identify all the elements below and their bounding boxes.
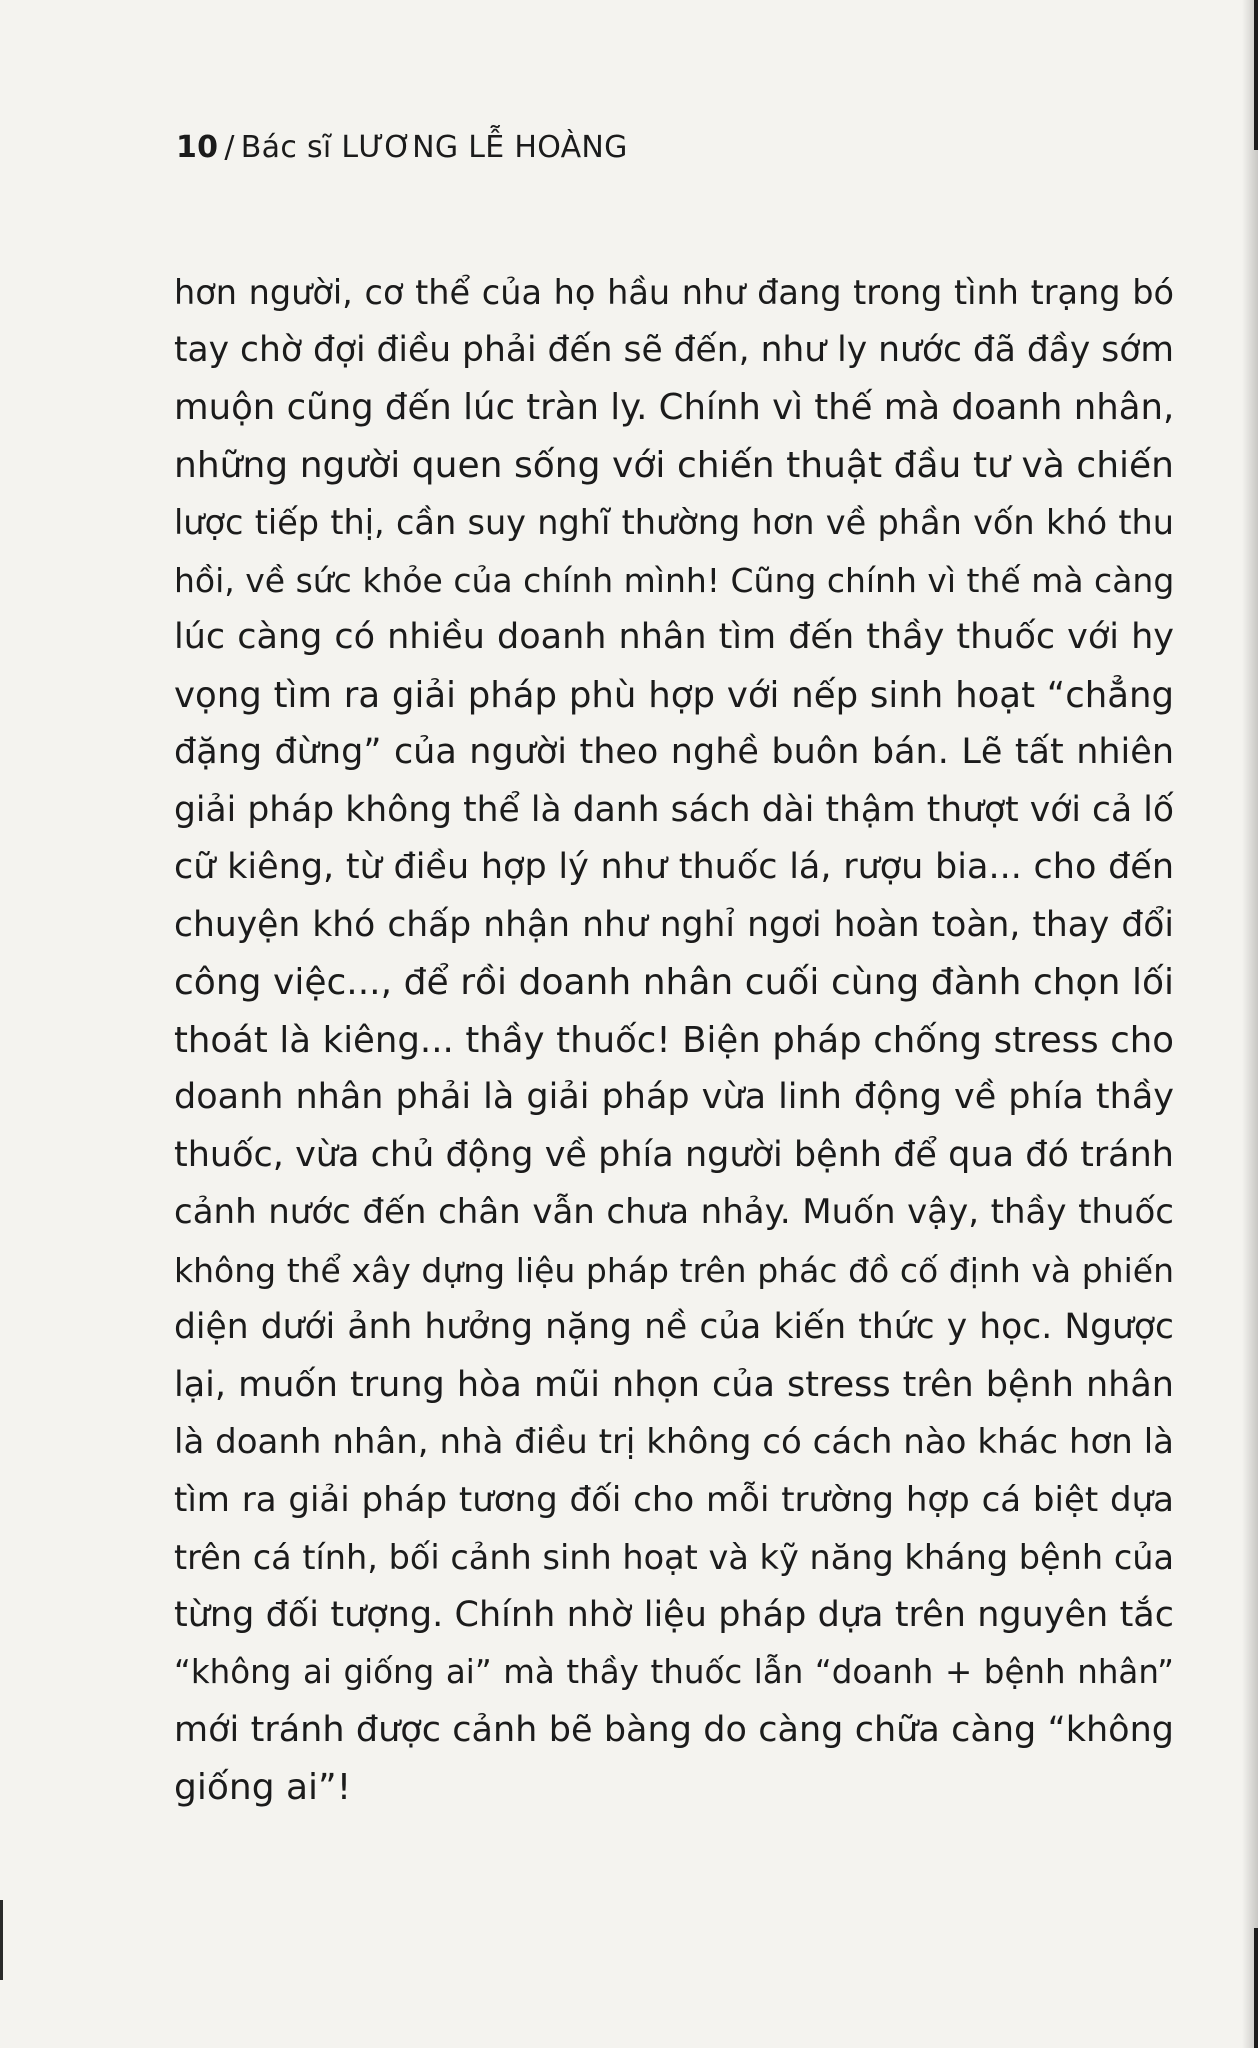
text-line: lược tiếp thị, cần suy nghĩ thường hơn về phần vốn khó thu [174, 503, 1174, 542]
text-line: lại, muốn trung hòa mũi nhọn của stress trên bệnh nhân [174, 1364, 1174, 1405]
text-line: hồi, về sức khỏe của chính mình! Cũng chính vì thế mà càng [174, 560, 1175, 600]
text-line: chuyện khó chấp nhận như nghỉ ngơi hoàn toàn, thay đổi [174, 904, 1174, 945]
text-line: những người quen sống với chiến thuật đầu tư và chiến [174, 444, 1174, 486]
page-edge-mark-top [1254, 0, 1258, 150]
running-head [176, 130, 628, 165]
text-line: thoát là kiêng... thầy thuốc! Biện pháp chống stress cho [174, 1019, 1174, 1061]
text-line: mới tránh được cảnh bẽ bàng do càng chữa càng “không [174, 1709, 1174, 1750]
text-line: muộn cũng đến lúc tràn ly. Chính vì thế mà doanh nhân, [174, 387, 1175, 428]
page-edge-shadow [1242, 0, 1258, 2048]
text-line: là doanh nhân, nhà điều trị không có cách nào khác hơn là [174, 1422, 1174, 1462]
text-line: lúc càng có nhiều doanh nhân tìm đến thầy thuốc với hy [174, 617, 1174, 657]
text-line: “không ai giống ai” mà thầy thuốc lẫn “doanh + bệnh nhân” [174, 1653, 1174, 1691]
text-line: cữ kiêng, từ điều hợp lý như thuốc lá, rượu bia... cho đến [174, 847, 1174, 887]
running-head-title: Bác sĩ LƯƠNG LỄ HOÀNG [240, 130, 628, 165]
text-line: từng đối tượng. Chính nhờ liệu pháp dựa trên nguyên tắc [174, 1594, 1174, 1635]
text-line: công việc..., để rồi doanh nhân cuối cùng đành chọn lối [174, 962, 1174, 1003]
text-line: đặng đừng” của người theo nghề buôn bán. Lẽ tất nhiên [174, 732, 1174, 772]
text-line: tìm ra giải pháp tương đối cho mỗi trường hợp cá biệt dựa [174, 1479, 1174, 1520]
text-line: vọng tìm ra giải pháp phù hợp với nếp sinh hoạt “chẳng [174, 674, 1174, 716]
text-line: diện dưới ảnh hưởng nặng nề của kiến thức y học. Ngược [174, 1307, 1174, 1347]
text-line: giải pháp không thể là danh sách dài thậm thượt với cả lố [174, 789, 1174, 830]
text-line: thuốc, vừa chủ động về phía người bệnh để qua đó tránh [174, 1134, 1174, 1175]
text-line: tay chờ đợi điều phải đến sẽ đến, như ly nước đã đầy sớm [174, 329, 1174, 370]
page-number: 10 [176, 130, 219, 165]
text-line: giống ai”! [174, 1767, 352, 1808]
page-left-edge-mark [0, 1900, 3, 1980]
page-edge-mark-bottom [1254, 1928, 1258, 2048]
body-paragraph [174, 264, 1174, 1817]
text-line: cảnh nước đến chân vẫn chưa nhảy. Muốn vậy, thầy thuốc [174, 1192, 1174, 1232]
text-line: hơn người, cơ thể của họ hầu như đang trong tình trạng bó [174, 273, 1174, 312]
text-line: không thể xây dựng liệu pháp trên phác đồ cố định và phiến [174, 1250, 1174, 1290]
text-line: doanh nhân phải là giải pháp vừa linh động về phía thầy [174, 1077, 1174, 1117]
running-head-separator: / [224, 130, 235, 165]
text-line: trên cá tính, bối cảnh sinh hoạt và kỹ năng kháng bệnh của [174, 1538, 1174, 1577]
